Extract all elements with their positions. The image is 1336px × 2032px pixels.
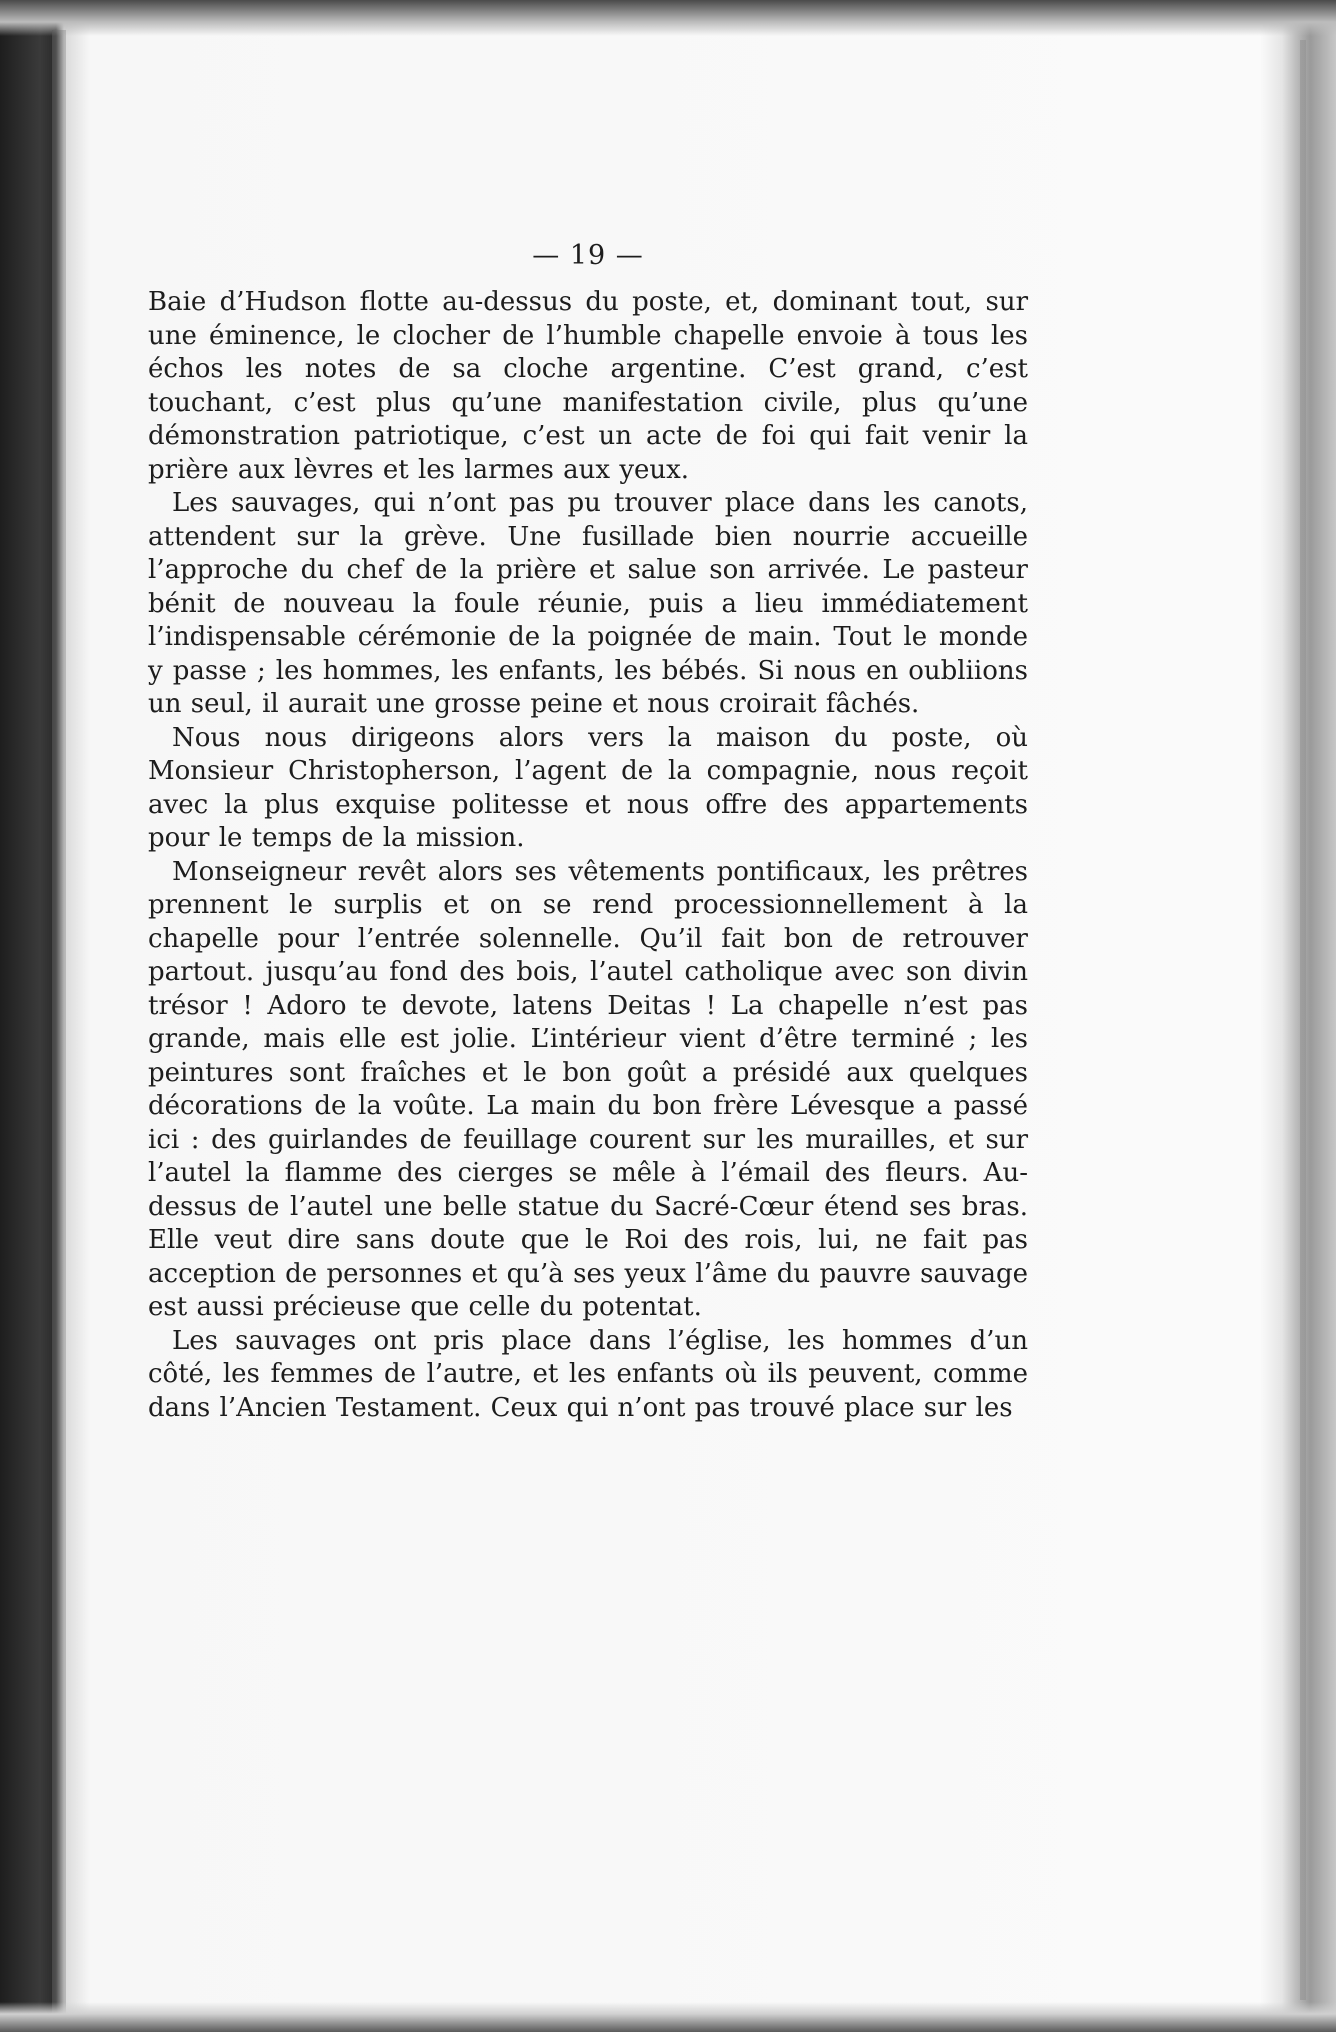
page-body — [148, 236, 1028, 1425]
paragraph: Baie d’Hudson flotte au-dessus du poste, et, dominant tout, sur une éminence, le clocher de l’humble chapelle envoie à tous les échos les notes de sa cloche argentine. C’est grand, c’est touchant, c’est plus qu’une manifestation civile, plus qu’une démonstration patriotique, c’est un acte de foi qui fait venir la prière aux lèvres et les larmes aux yeux. — [148, 287, 1028, 485]
bottom-scan-edge — [0, 2002, 1336, 2032]
page-number: — 19 — — [532, 240, 644, 271]
page-edge — [1300, 40, 1306, 2000]
paragraph: Monseigneur revêt alors ses vêtements pontificaux, les prêtres prennent le surplis et on se rend processionnellement à la chapelle pour l’entrée solennelle. Qu’il fait bon de retrouver partout. jusqu’au fond des bois, l’autel catholique avec son divin trésor ! Adoro te devote, latens Deitas ! La chapelle n’est pas grande, mais elle est jolie. L’intérieur vient d’être terminé ; les peintures sont fraîches et le bon goût a présidé aux quelques décorations de la voûte. La main du bon frère Lévesque a passé ici : des guirlandes de feuillage courent sur les murailles, et sur l’autel la flamme des cierges se mêle à l’émail des fleurs. Au-dessus de l’autel une belle statue du Sacré-Cœur étend ses bras. Elle veut dire sans doute que le Roi des rois, lui, ne fait pas acception de personnes et qu’à ses yeux l’âme du pauvre sauvage est aussi précieuse que celle du potentat. — [148, 856, 1028, 1322]
paragraph: Les sauvages, qui n’ont pas pu trouver place dans les canots, attendent sur la grève. Une fusillade bien nourrie accueille l’approche du chef de la prière et salue son arrivée. Le pasteur bénit de nouveau la foule réunie, puis a lieu immédiatement l’indispensable cérémonie de la poignée de main. Tout le monde y passe ; les hommes, les enfants, les bébés. Si nous en oubliions un seul, il aurait une grosse peine et nous croirait fâchés. — [148, 488, 1028, 719]
paragraph: Nous nous dirigeons alors vers la maison du poste, où Monsieur Christopherson, l’agent de la compagnie, nous reçoit avec la plus exquise politesse et nous offre des appartements pour le temps de la mission. — [148, 722, 1028, 853]
top-scan-edge — [0, 0, 1336, 36]
paragraph: Les sauvages ont pris place dans l’église, les hommes d’un côté, les femmes de l’autre, et les enfants où ils peuvent, comme dans l’Ancien Testament. Ceux qui n’ont pas trouvé place sur les — [148, 1325, 1028, 1423]
binding-shadow — [52, 30, 66, 2020]
